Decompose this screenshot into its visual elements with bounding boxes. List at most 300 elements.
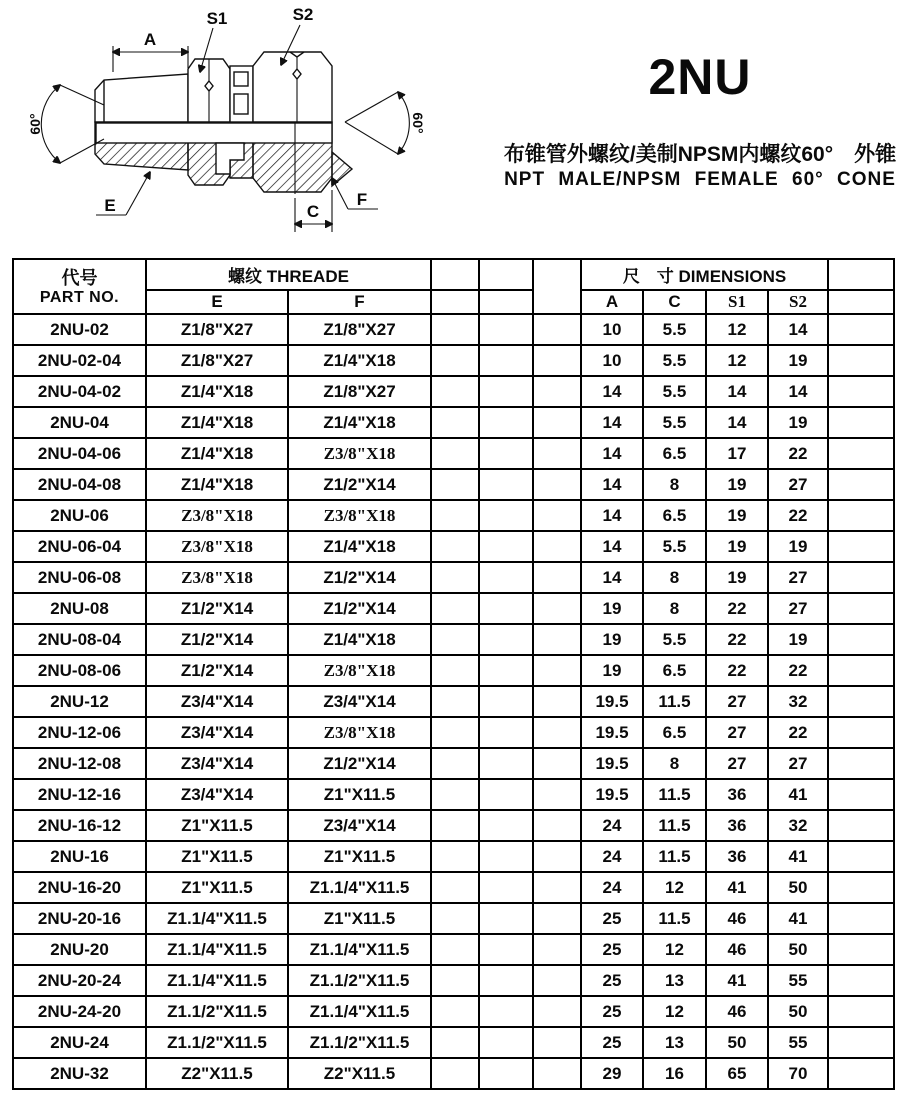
cell-empty (533, 345, 581, 376)
cell-empty (533, 841, 581, 872)
table-row (13, 996, 894, 1027)
cell-thread-e: Z1/8"X27 (146, 314, 288, 345)
cell-empty (533, 686, 581, 717)
cell-part-no: 2NU-12-08 (13, 748, 146, 779)
header-col-a: A (581, 290, 643, 314)
cell-empty (479, 841, 533, 872)
cell-dim-a: 19 (581, 624, 643, 655)
cell-part-no: 2NU-04-06 (13, 438, 146, 469)
cell-empty (533, 624, 581, 655)
cell-empty (828, 717, 894, 748)
cell-empty (533, 655, 581, 686)
cell-empty (479, 1027, 533, 1058)
cell-dim-c: 11.5 (643, 841, 706, 872)
cell-part-no: 2NU-12-16 (13, 779, 146, 810)
table-row (13, 934, 894, 965)
cell-dim-s2: 50 (768, 872, 828, 903)
cell-empty (533, 903, 581, 934)
table-row (13, 531, 894, 562)
table-row (13, 748, 894, 779)
cell-empty (828, 934, 894, 965)
cell-dim-s1: 22 (706, 655, 768, 686)
cell-empty (431, 376, 479, 407)
cell-empty (431, 748, 479, 779)
cell-dim-s1: 14 (706, 376, 768, 407)
cell-thread-e: Z1.1/4"X11.5 (146, 965, 288, 996)
table-row (13, 903, 894, 934)
cell-part-no: 2NU-06-04 (13, 531, 146, 562)
cell-empty (533, 717, 581, 748)
cell-dim-s2: 32 (768, 686, 828, 717)
table-row (13, 407, 894, 438)
cell-empty (431, 624, 479, 655)
cell-dim-a: 24 (581, 841, 643, 872)
cell-empty (533, 1058, 581, 1089)
cell-dim-s1: 41 (706, 965, 768, 996)
header-empty-strip (533, 259, 581, 314)
cell-part-no: 2NU-16-12 (13, 810, 146, 841)
table-row (13, 500, 894, 531)
cell-empty (431, 438, 479, 469)
dim-a-label: A (143, 30, 157, 49)
cell-dim-s1: 12 (706, 345, 768, 376)
header-empty (479, 290, 533, 314)
cell-empty (479, 686, 533, 717)
table-row (13, 841, 894, 872)
cell-thread-e: Z2"X11.5 (146, 1058, 288, 1089)
cell-thread-f: Z1"X11.5 (288, 903, 431, 934)
cell-empty (431, 965, 479, 996)
cell-thread-e: Z1/2"X14 (146, 655, 288, 686)
cell-empty (828, 686, 894, 717)
header-part-no-cn: 代号 (61, 267, 98, 288)
cell-empty (533, 469, 581, 500)
cell-empty (828, 810, 894, 841)
cell-thread-e: Z1.1/4"X11.5 (146, 903, 288, 934)
cell-dim-c: 13 (643, 1027, 706, 1058)
cell-empty (828, 1058, 894, 1089)
cell-empty (479, 996, 533, 1027)
cell-empty (533, 779, 581, 810)
cell-part-no: 2NU-04-08 (13, 469, 146, 500)
cell-dim-s2: 41 (768, 903, 828, 934)
cell-thread-e: Z1/4"X18 (146, 376, 288, 407)
table-row (13, 1027, 894, 1058)
cell-thread-f: Z1/2"X14 (288, 469, 431, 500)
cell-thread-f: Z1/2"X14 (288, 748, 431, 779)
cell-empty (828, 965, 894, 996)
cell-empty (828, 500, 894, 531)
cell-part-no: 2NU-04 (13, 407, 146, 438)
header-col-s2: S2 (768, 290, 828, 314)
cell-empty (533, 407, 581, 438)
cell-dim-s2: 27 (768, 469, 828, 500)
cell-thread-f: Z3/8"X18 (288, 655, 431, 686)
cell-dim-s2: 50 (768, 934, 828, 965)
cell-thread-f: Z3/8"X18 (288, 717, 431, 748)
cell-empty (431, 810, 479, 841)
cell-empty (479, 872, 533, 903)
cell-dim-a: 14 (581, 469, 643, 500)
header-part-no (13, 259, 146, 314)
cell-thread-f: Z1/2"X14 (288, 593, 431, 624)
cell-dim-c: 11.5 (643, 686, 706, 717)
cell-dim-s1: 27 (706, 717, 768, 748)
cell-empty (533, 376, 581, 407)
cell-empty (828, 593, 894, 624)
cell-empty (533, 996, 581, 1027)
cell-part-no: 2NU-06 (13, 500, 146, 531)
cell-empty (828, 314, 894, 345)
cell-dim-s2: 19 (768, 624, 828, 655)
cell-empty (533, 748, 581, 779)
cell-part-no: 2NU-12-06 (13, 717, 146, 748)
cell-dim-s2: 14 (768, 376, 828, 407)
cell-dim-s2: 27 (768, 562, 828, 593)
cell-dim-c: 12 (643, 934, 706, 965)
cell-empty (828, 1027, 894, 1058)
cell-dim-s2: 19 (768, 531, 828, 562)
cell-dim-c: 5.5 (643, 624, 706, 655)
cell-thread-f: Z1.1/4"X11.5 (288, 872, 431, 903)
cell-thread-f: Z3/4"X14 (288, 686, 431, 717)
cell-dim-a: 10 (581, 345, 643, 376)
cell-dim-s2: 22 (768, 717, 828, 748)
cell-empty (828, 872, 894, 903)
cell-thread-e: Z1/2"X14 (146, 624, 288, 655)
cell-empty (828, 841, 894, 872)
cell-empty (828, 469, 894, 500)
cell-dim-s1: 12 (706, 314, 768, 345)
table-row (13, 810, 894, 841)
cell-empty (431, 717, 479, 748)
header-row-2 (13, 290, 894, 314)
spec-table (12, 258, 895, 1090)
cell-dim-a: 24 (581, 872, 643, 903)
cell-dim-c: 6.5 (643, 438, 706, 469)
cell-part-no: 2NU-20-24 (13, 965, 146, 996)
cell-dim-s2: 22 (768, 438, 828, 469)
cell-empty (431, 841, 479, 872)
cell-dim-a: 19 (581, 593, 643, 624)
s2-label: S2 (292, 5, 314, 24)
cell-dim-a: 14 (581, 407, 643, 438)
cell-thread-f: Z1/8"X27 (288, 314, 431, 345)
header-empty (431, 259, 479, 290)
cell-dim-s2: 32 (768, 810, 828, 841)
cell-dim-a: 25 (581, 996, 643, 1027)
cell-dim-a: 19.5 (581, 717, 643, 748)
cell-dim-s2: 70 (768, 1058, 828, 1089)
cell-part-no: 2NU-24-20 (13, 996, 146, 1027)
cell-dim-c: 11.5 (643, 903, 706, 934)
page-title: 2NU (648, 49, 752, 105)
header-empty (828, 290, 894, 314)
cell-empty (533, 934, 581, 965)
cell-empty (828, 655, 894, 686)
cell-dim-c: 11.5 (643, 810, 706, 841)
cell-dim-s2: 41 (768, 841, 828, 872)
header-part-no-en: PART NO. (39, 288, 120, 306)
cell-thread-f: Z3/4"X14 (288, 810, 431, 841)
cell-dim-s1: 19 (706, 531, 768, 562)
cell-empty (431, 655, 479, 686)
table-row (13, 345, 894, 376)
cell-thread-e: Z1.1/4"X11.5 (146, 934, 288, 965)
cell-dim-s1: 19 (706, 500, 768, 531)
cell-dim-s1: 46 (706, 934, 768, 965)
cell-thread-e: Z3/4"X14 (146, 686, 288, 717)
cell-empty (479, 500, 533, 531)
cell-thread-f: Z2"X11.5 (288, 1058, 431, 1089)
cell-empty (479, 531, 533, 562)
cell-empty (479, 934, 533, 965)
cell-empty (479, 779, 533, 810)
cell-thread-f: Z1.1/4"X11.5 (288, 934, 431, 965)
cell-dim-s1: 50 (706, 1027, 768, 1058)
cell-empty (479, 469, 533, 500)
cell-thread-f: Z1.1/2"X11.5 (288, 965, 431, 996)
cell-thread-e: Z1/4"X18 (146, 438, 288, 469)
cell-thread-f: Z1/4"X18 (288, 345, 431, 376)
cell-dim-s1: 65 (706, 1058, 768, 1089)
table-row (13, 438, 894, 469)
cell-dim-a: 14 (581, 531, 643, 562)
cell-thread-e: Z1"X11.5 (146, 872, 288, 903)
cell-empty (533, 810, 581, 841)
cell-empty (479, 376, 533, 407)
cell-dim-c: 6.5 (643, 500, 706, 531)
cell-empty (533, 593, 581, 624)
cell-dim-c: 13 (643, 965, 706, 996)
cell-empty (431, 1058, 479, 1089)
cell-thread-f: Z1/4"X18 (288, 624, 431, 655)
cell-dim-s1: 46 (706, 903, 768, 934)
cell-empty (431, 500, 479, 531)
cell-dim-a: 25 (581, 934, 643, 965)
angle-right-label: 60° (410, 112, 426, 134)
cell-empty (479, 345, 533, 376)
cell-empty (533, 562, 581, 593)
cell-dim-c: 6.5 (643, 655, 706, 686)
cell-empty (431, 779, 479, 810)
cell-empty (533, 438, 581, 469)
header-empty (828, 259, 894, 290)
cell-dim-a: 25 (581, 965, 643, 996)
cell-thread-f: Z1/4"X18 (288, 531, 431, 562)
cell-empty (431, 531, 479, 562)
cell-part-no: 2NU-02 (13, 314, 146, 345)
cell-empty (828, 748, 894, 779)
cell-dim-a: 19.5 (581, 748, 643, 779)
cell-dim-s1: 46 (706, 996, 768, 1027)
cell-part-no: 2NU-04-02 (13, 376, 146, 407)
header-thread: 螺纹 THREADE (146, 259, 431, 290)
cell-dim-a: 14 (581, 376, 643, 407)
header-col-e: E (146, 290, 288, 314)
cell-dim-c: 5.5 (643, 376, 706, 407)
cell-part-no: 2NU-06-08 (13, 562, 146, 593)
header-col-f: F (288, 290, 431, 314)
cell-empty (828, 531, 894, 562)
cell-empty (533, 314, 581, 345)
cell-empty (479, 1058, 533, 1089)
cell-empty (479, 655, 533, 686)
s1-label: S1 (206, 9, 228, 28)
cell-dim-s1: 19 (706, 562, 768, 593)
cell-dim-s1: 36 (706, 779, 768, 810)
cell-dim-s1: 17 (706, 438, 768, 469)
cell-dim-s2: 55 (768, 1027, 828, 1058)
cell-dim-s1: 22 (706, 624, 768, 655)
cell-empty (431, 469, 479, 500)
cell-empty (479, 903, 533, 934)
cell-empty (828, 376, 894, 407)
cell-dim-a: 19.5 (581, 779, 643, 810)
cell-part-no: 2NU-16 (13, 841, 146, 872)
dim-c-label: C (306, 202, 320, 221)
header-empty (431, 290, 479, 314)
cell-dim-a: 25 (581, 1027, 643, 1058)
cell-thread-e: Z1"X11.5 (146, 810, 288, 841)
cell-empty (479, 810, 533, 841)
cell-dim-s2: 19 (768, 345, 828, 376)
cell-empty (479, 624, 533, 655)
cell-thread-f: Z3/8"X18 (288, 500, 431, 531)
cell-empty (828, 996, 894, 1027)
cell-thread-e: Z1/4"X18 (146, 407, 288, 438)
cell-thread-e: Z3/4"X14 (146, 717, 288, 748)
cell-dim-c: 16 (643, 1058, 706, 1089)
cell-dim-s1: 27 (706, 748, 768, 779)
cell-part-no: 2NU-12 (13, 686, 146, 717)
table-row (13, 624, 894, 655)
cell-empty (479, 965, 533, 996)
cell-empty (431, 903, 479, 934)
cell-dim-c: 11.5 (643, 779, 706, 810)
cell-part-no: 2NU-32 (13, 1058, 146, 1089)
header-dimensions: 尺 寸 DIMENSIONS (581, 259, 828, 290)
fitting-outline-upper (95, 52, 332, 122)
cell-empty (533, 500, 581, 531)
cell-thread-f: Z1.1/2"X11.5 (288, 1027, 431, 1058)
cell-empty (828, 903, 894, 934)
cell-empty (533, 872, 581, 903)
cell-empty (828, 779, 894, 810)
subtitle-chinese: 布锥管外螺纹/美制NPSM内螺纹60° 外锥 (503, 143, 897, 166)
cell-dim-s2: 55 (768, 965, 828, 996)
cell-thread-e: Z1/8"X27 (146, 345, 288, 376)
cell-dim-c: 8 (643, 562, 706, 593)
cell-dim-s2: 50 (768, 996, 828, 1027)
cell-part-no: 2NU-08 (13, 593, 146, 624)
header-empty (479, 259, 533, 290)
subtitle-english: NPT MALE/NPSM FEMALE 60° CONE (504, 169, 896, 190)
cell-empty (431, 1027, 479, 1058)
table-row (13, 872, 894, 903)
header-col-c: C (643, 290, 706, 314)
cell-dim-c: 8 (643, 469, 706, 500)
cell-empty (431, 314, 479, 345)
cell-empty (479, 438, 533, 469)
cell-dim-a: 14 (581, 500, 643, 531)
cell-thread-e: Z3/4"X14 (146, 779, 288, 810)
cell-dim-c: 12 (643, 872, 706, 903)
cell-empty (828, 407, 894, 438)
cell-empty (431, 562, 479, 593)
cell-empty (431, 593, 479, 624)
table-body (13, 314, 894, 1089)
cell-empty (533, 965, 581, 996)
cell-thread-f: Z1"X11.5 (288, 841, 431, 872)
cell-thread-e: Z1.1/2"X11.5 (146, 996, 288, 1027)
cell-thread-e: Z3/8"X18 (146, 500, 288, 531)
cell-dim-s2: 27 (768, 748, 828, 779)
cell-dim-s1: 22 (706, 593, 768, 624)
cell-thread-e: Z1.1/2"X11.5 (146, 1027, 288, 1058)
cell-thread-f: Z1"X11.5 (288, 779, 431, 810)
cell-dim-s2: 22 (768, 655, 828, 686)
cell-dim-a: 14 (581, 562, 643, 593)
cell-dim-s1: 19 (706, 469, 768, 500)
cell-thread-f: Z1/4"X18 (288, 407, 431, 438)
cell-empty (828, 624, 894, 655)
cell-dim-a: 25 (581, 903, 643, 934)
cell-thread-e: Z1/4"X18 (146, 469, 288, 500)
cell-empty (431, 686, 479, 717)
cell-empty (828, 438, 894, 469)
cell-dim-s1: 14 (706, 407, 768, 438)
cell-dim-s1: 36 (706, 841, 768, 872)
cell-dim-c: 8 (643, 593, 706, 624)
cell-empty (828, 562, 894, 593)
cell-dim-c: 8 (643, 748, 706, 779)
cell-empty (828, 345, 894, 376)
table-row (13, 965, 894, 996)
cell-empty (431, 407, 479, 438)
angle-left-label: 60° (27, 113, 43, 135)
table-row (13, 376, 894, 407)
cell-dim-s2: 19 (768, 407, 828, 438)
cell-dim-a: 19 (581, 655, 643, 686)
cell-thread-e: Z3/8"X18 (146, 531, 288, 562)
cell-dim-s1: 41 (706, 872, 768, 903)
cell-dim-s2: 22 (768, 500, 828, 531)
table-row (13, 655, 894, 686)
cell-empty (479, 748, 533, 779)
cell-thread-e: Z3/8"X18 (146, 562, 288, 593)
table-head (13, 259, 894, 314)
table-row (13, 717, 894, 748)
cell-dim-c: 5.5 (643, 407, 706, 438)
cell-part-no: 2NU-16-20 (13, 872, 146, 903)
technical-drawing (10, 2, 510, 252)
cell-dim-s1: 27 (706, 686, 768, 717)
cell-part-no: 2NU-02-04 (13, 345, 146, 376)
cell-part-no: 2NU-08-04 (13, 624, 146, 655)
cell-empty (431, 934, 479, 965)
cell-dim-a: 29 (581, 1058, 643, 1089)
cell-empty (431, 345, 479, 376)
cell-empty (533, 1027, 581, 1058)
cell-thread-f: Z1.1/4"X11.5 (288, 996, 431, 1027)
cell-thread-e: Z1"X11.5 (146, 841, 288, 872)
cell-dim-s2: 41 (768, 779, 828, 810)
cell-dim-a: 24 (581, 810, 643, 841)
cell-thread-e: Z3/4"X14 (146, 748, 288, 779)
cell-empty (533, 531, 581, 562)
cell-dim-s2: 27 (768, 593, 828, 624)
